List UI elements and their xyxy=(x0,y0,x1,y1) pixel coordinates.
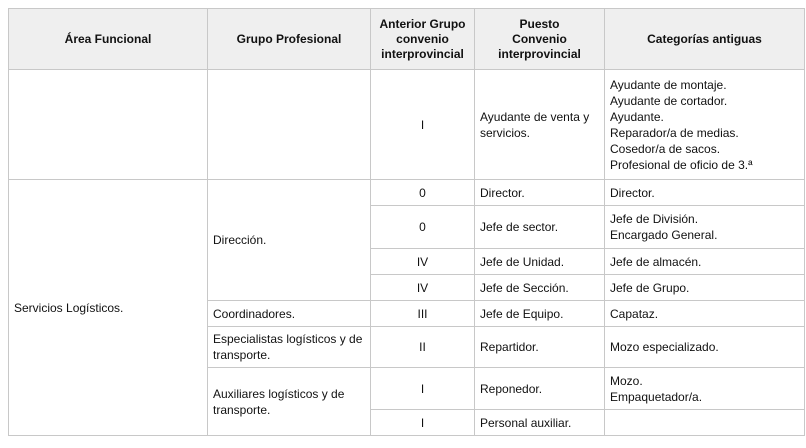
cell-grupo-especialistas: Especialistas logísticos y de transporte. xyxy=(208,327,371,368)
cell-anterior: I xyxy=(371,410,475,436)
cell-categorias: Mozo especializado. xyxy=(605,327,805,368)
cell-puesto: Jefe de Unidad. xyxy=(475,249,605,275)
cell-anterior: I xyxy=(371,70,475,180)
cell-puesto: Jefe de Equipo. xyxy=(475,301,605,327)
header-area-funcional: Área Funcional xyxy=(9,9,208,70)
cell-puesto: Director. xyxy=(475,180,605,206)
cell-anterior: 0 xyxy=(371,180,475,206)
cell-anterior: II xyxy=(371,327,475,368)
cell-grupo-coordinadores: Coordinadores. xyxy=(208,301,371,327)
header-grupo-profesional: Grupo Profesional xyxy=(208,9,371,70)
header-categorias-antiguas: Categorías antiguas xyxy=(605,9,805,70)
cell-anterior: I xyxy=(371,368,475,410)
header-puesto: Puesto Convenio interprovincial xyxy=(475,9,605,70)
cell-categorias: Capataz. xyxy=(605,301,805,327)
cell-anterior: III xyxy=(371,301,475,327)
cell-grupo-direccion: Dirección. xyxy=(208,180,371,301)
cell-categorias: Jefe de División. Encargado General. xyxy=(605,206,805,249)
cell-puesto: Ayudante de venta y servicios. xyxy=(475,70,605,180)
header-anterior-grupo: Anterior Grupo convenio interprovincial xyxy=(371,9,475,70)
header-row xyxy=(9,9,805,70)
cell-anterior: IV xyxy=(371,249,475,275)
cell-categorias: Jefe de almacén. xyxy=(605,249,805,275)
cell-anterior: IV xyxy=(371,275,475,301)
cell-categorias xyxy=(605,410,805,436)
cell-categorias: Mozo. Empaquetador/a. xyxy=(605,368,805,410)
cell-puesto: Reponedor. xyxy=(475,368,605,410)
cell-categorias: Ayudante de montaje. Ayudante de cortador. Ayudante. Reparador/a de medias. Cosedor/a de sacos. Profesional de oficio de 3.ª xyxy=(605,70,805,180)
cell-area-empty xyxy=(9,70,208,180)
table-row xyxy=(9,180,805,206)
cell-grupo-auxiliares: Auxiliares logísticos y de transporte. xyxy=(208,368,371,436)
categories-table xyxy=(8,8,805,436)
cell-area-servicios: Servicios Logísticos. xyxy=(9,180,208,436)
cell-grupo-empty xyxy=(208,70,371,180)
table-row xyxy=(9,70,805,180)
cell-categorias: Jefe de Grupo. xyxy=(605,275,805,301)
cell-puesto: Repartidor. xyxy=(475,327,605,368)
cell-anterior: 0 xyxy=(371,206,475,249)
cell-puesto: Jefe de Sección. xyxy=(475,275,605,301)
cell-categorias: Director. xyxy=(605,180,805,206)
cell-puesto: Personal auxiliar. xyxy=(475,410,605,436)
cell-puesto: Jefe de sector. xyxy=(475,206,605,249)
